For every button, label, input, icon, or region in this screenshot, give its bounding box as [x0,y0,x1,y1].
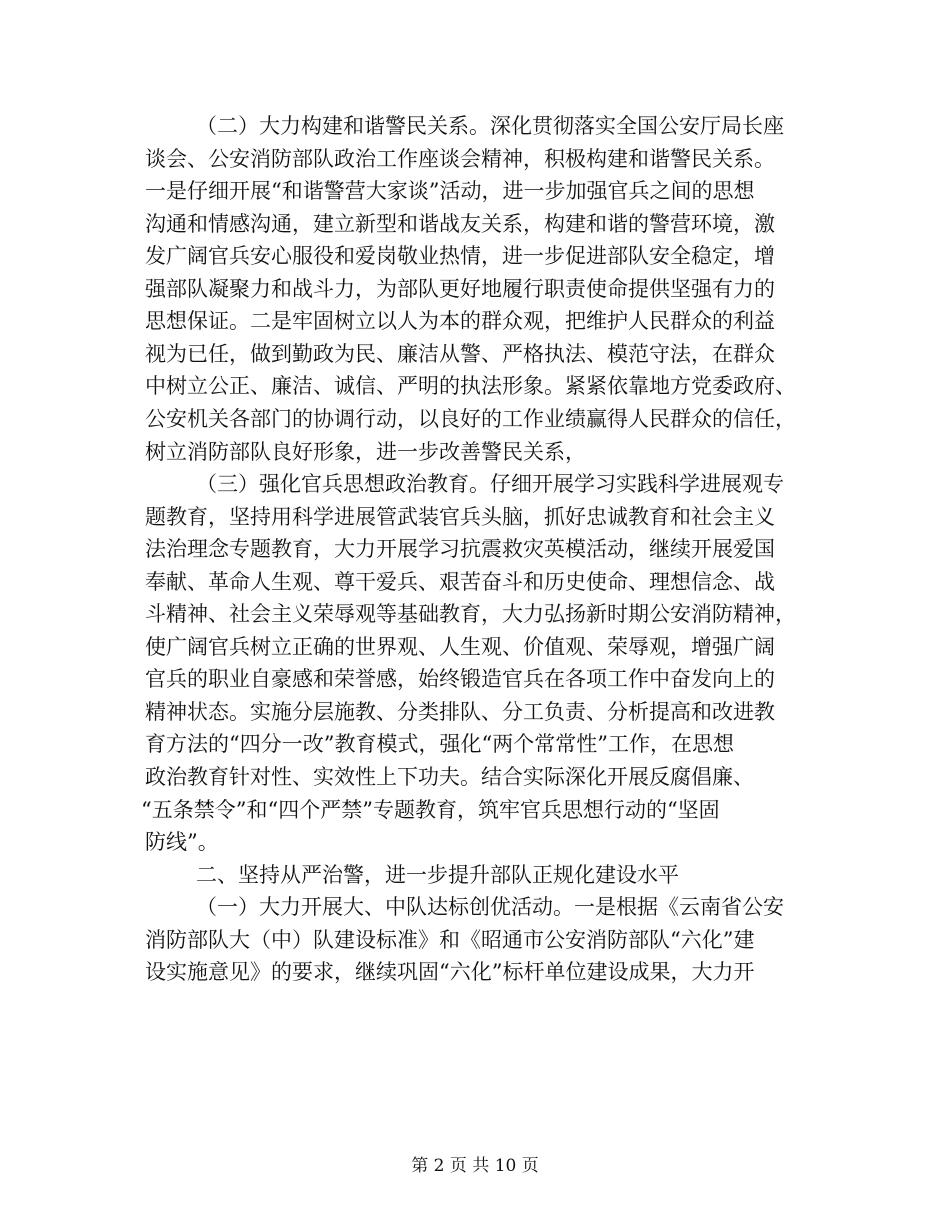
text-line: 树立消防部队良好形象，进一步改善警民关系， [145,439,586,464]
text-line: 使广阔官兵树立正确的世界观、人生观、价值观、荣辱观，增强广阔 [145,634,775,659]
text-line: 法治理念专题教育，大力开展学习抗震救灾英模活动，继续开展爱国 [145,537,775,562]
text-line: 防线”。 [145,830,219,855]
text-line: （二）大力构建和谐警民关系。深化贯彻落实全国公安厅局长座 [196,114,784,138]
text-line: 公安机关各部门的协调行动，以良好的工作业绩赢得人民群众的信任， [145,406,796,431]
text-line: 育方法的“四分一改”教育模式，强化“两个常常性”工作，在思想 [145,732,734,757]
text-line: 思想保证。二是牢固树立以人为本的群众观，把维护人民群众的利益 [145,309,775,334]
text-line: 题教育，坚持用科学进展管武装官兵头脑，抓好忠诚教育和社会主义 [145,504,775,529]
text-line: 消防部队大（中）队建设标准》和《昭通市公安消防部队“六化”建 [145,927,755,952]
page-number-footer: 第 2 页 共 10 页 [411,1156,539,1176]
text-line: 强部队凝聚力和战斗力，为部队更好地履行职责使命提供坚强有力的 [145,276,775,301]
text-line: 沟通和情感沟通，建立新型和谐战友关系，构建和谐的警营环境，激 [145,211,775,236]
text-line: “五条禁令”和“四个严禁”专题教育，筑牢官兵思想行动的“坚固 [141,797,720,822]
text-line: 官兵的职业自豪感和荣誉感，始终锻造官兵在各项工作中奋发向上的 [145,667,775,692]
text-line: 设实施意见》的要求，继续巩固“六化”标杆单位建设成果，大力开 [145,960,755,985]
text-line: （三）强化官兵思想政治教育。仔细开展学习实践科学进展观专 [196,472,784,497]
text-line: 斗精神、社会主义荣辱观等基础教育，大力弘扬新时期公安消防精神， [145,602,796,627]
text-line: 二、坚持从严治警，进一步提升部队正规化建设水平 [196,862,679,887]
text-line: 政治教育针对性、实效性上下功夫。结合实际深化开展反腐倡廉、 [145,765,754,789]
text-line: （一）大力开展大、中队达标创优活动。一是根据《云南省公安 [196,895,784,920]
text-line: 谈会、公安消防部队政治工作座谈会精神，积极构建和谐警民关系。 [145,146,775,171]
text-line: 发广阔官兵安心服役和爱岗敬业热情，进一步促进部队安全稳定，增 [145,244,775,269]
text-line: 精神状态。实施分层施教、分类排队、分工负责、分析提高和改进教 [145,699,775,724]
text-line: 奉献、革命人生观、尊干爱兵、艰苦奋斗和历史使命、理想信念、战 [145,569,775,594]
text-line: 视为已任，做到勤政为民、廉洁从警、严格执法、模范守法，在群众 [145,341,775,366]
text-line: 中树立公正、廉洁、诚信、严明的执法形象。紧紧依靠地方党委政府、 [145,374,796,399]
text-line: 一是仔细开展“和谐警营大家谈”活动，进一步加强官兵之间的思想 [145,179,755,204]
